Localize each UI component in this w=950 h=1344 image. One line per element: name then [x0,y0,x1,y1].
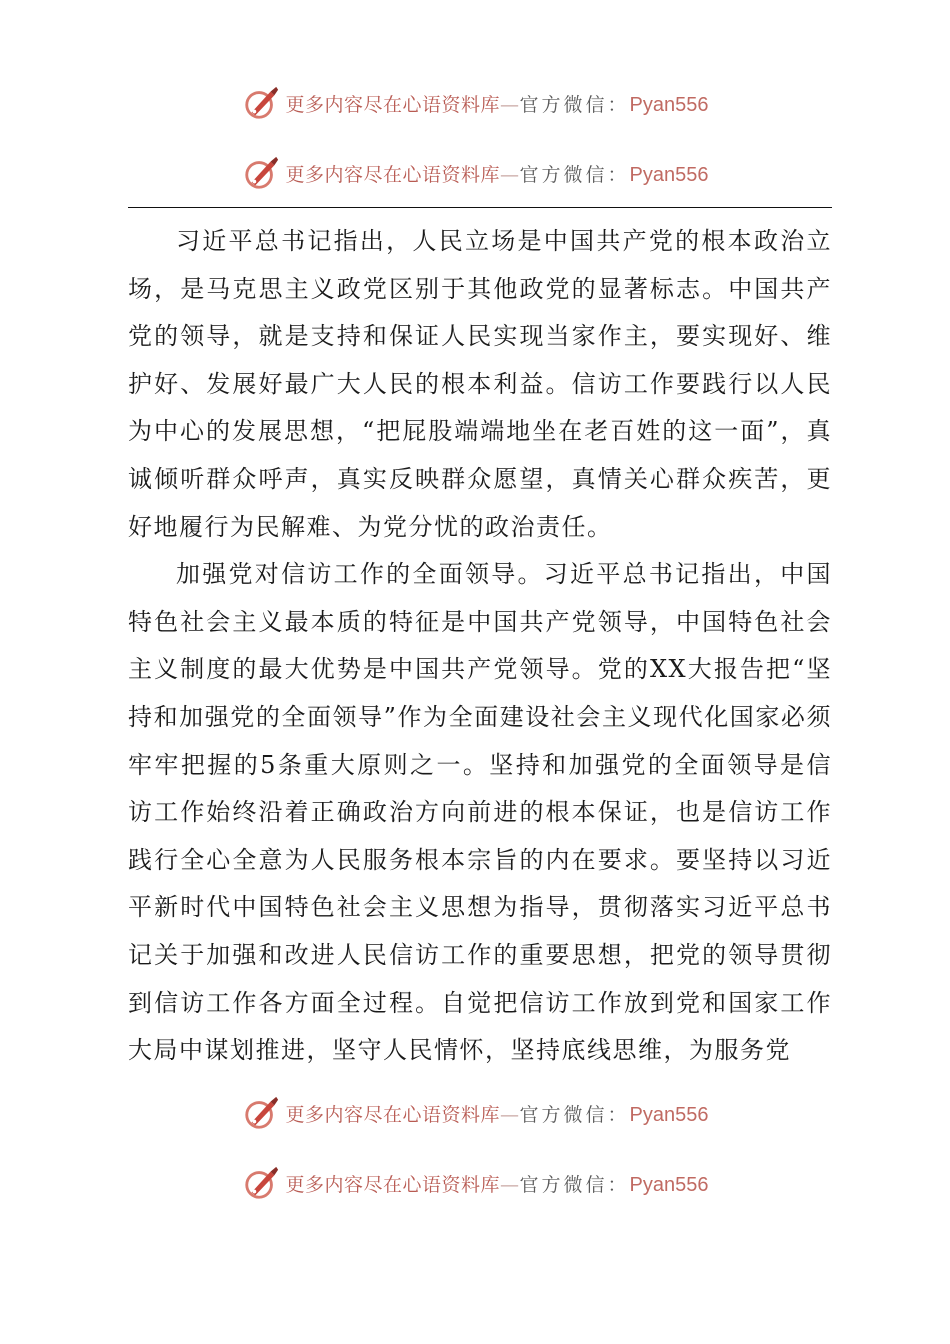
banner-slogan: 更多内容尽在心语资料库 [285,1103,501,1126]
banner-separator: — [500,1173,520,1196]
header-watermark-banner [0,151,950,195]
footer-watermark-banner [0,1091,950,1135]
document-body [128,218,832,1075]
banner-wechat-id: Pyan556 [629,1103,709,1126]
header-watermark-banner [0,81,950,125]
body-paragraph: 习近平总书记指出，人民立场是中国共产党的根本政治立场，是马克思主义政党区别于其他政党的显著标志。中国共产党的领导，就是支持和保证人民实现当家作主，要实现好、维护好、发展好最广大人民的根本利益。信访工作要践行以人民为中心的发展思想，“把屁股端端地坐在老百姓的这一面”，真诚倾听群众呼声，真实反映群众愿望，真情关心群众疾苦，更好地履行为民解难、为党分忧的政治责任。 [128,227,832,541]
body-paragraph: 加强党对信访工作的全面领导。习近平总书记指出，中国特色社会主义最本质的特征是中国共产党领导，中国特色社会主义制度的最大优势是中国共产党领导。党的XX大报告把“坚持和加强党的全面领导”作为全面建设社会主义现代化国家必须牢牢把握的5条重大原则之一。坚持和加强党的全面领导是信访工作始终沿着正确政治方向前进的根本保证，也是信访工作践行全心全意为人民服务根本宗旨的内在要求。要坚持以习近平新时代中国特色社会主义思想为指导，贯彻落实习近平总书记关于加强和改进人民信访工作的重要思想，把党的领导贯彻到信访工作各方面全过程。自觉把信访工作放到党和国家工作大局中谋划推进，坚守人民情怀，坚持底线思维，为服务党 [128,560,832,1065]
fountain-pen-logo-icon [242,154,280,192]
banner-separator: — [500,163,520,186]
footer-watermark-banner [0,1161,950,1205]
banner-wechat-label: 官方微信： [519,163,630,186]
banner-separator: — [500,93,520,116]
banner-wechat-label: 官方微信： [519,1103,630,1126]
banner-wechat-id: Pyan556 [629,163,709,186]
fountain-pen-logo-icon [242,1164,280,1202]
banner-separator: — [500,1103,520,1126]
banner-wechat-id: Pyan556 [629,1173,709,1196]
fountain-pen-logo-icon [242,84,280,122]
banner-slogan: 更多内容尽在心语资料库 [285,163,501,186]
banner-wechat-label: 官方微信： [519,93,630,116]
fountain-pen-logo-icon [242,1094,280,1132]
banner-wechat-id: Pyan556 [629,93,709,116]
banner-wechat-label: 官方微信： [519,1173,630,1196]
banner-slogan: 更多内容尽在心语资料库 [285,93,501,116]
header-divider-rule [128,207,832,208]
banner-slogan: 更多内容尽在心语资料库 [285,1173,501,1196]
